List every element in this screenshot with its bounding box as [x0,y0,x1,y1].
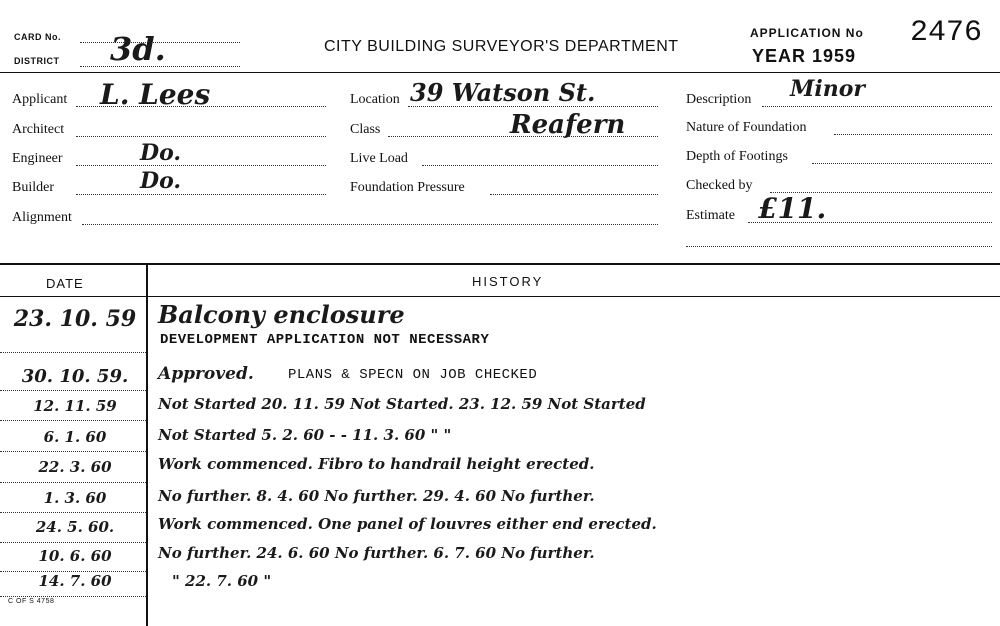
history-row-4-text: Not Started 5. 2. 60 - - 11. 3. 60 " " [158,426,452,444]
district-label: DISTRICT [14,56,60,66]
history-row-7-text: Work commenced. One panel of louvres either end erected. [158,515,657,533]
location-label: Location [350,92,400,107]
history-row-3-text: Not Started 20. 11. 59 Not Started. 23. 12. 59 Not Started [158,395,646,413]
history-row-1-text: Balcony enclosure [158,300,405,329]
history-row-4-line [0,451,146,452]
district-value: 3d. [110,30,166,68]
date-column-divider [146,264,148,626]
description-value: Minor [790,76,865,102]
history-row-7-date: 24. 5. 60. [35,518,115,536]
header-rule [0,72,1000,73]
class-value: Reafern [510,110,626,140]
location-value: 39 Watson St. [410,78,596,107]
form-code: C OF S 4758 [8,598,55,605]
history-row-2-line [0,390,146,391]
depth-of-footings-line [812,163,992,164]
history-row-9-line [0,596,146,597]
history-row-3-date: 12. 11. 59 [33,397,117,415]
engineer-line [76,165,326,166]
architect-line [76,136,326,137]
nature-of-foundation-label: Nature of Foundation [686,120,807,135]
checked-by-label: Checked by [686,178,753,193]
history-row-2-stamp: PLANS & SPECN ON JOB CHECKED [288,367,538,383]
description-label: Description [686,92,752,107]
history-row-9-date: 14. 7. 60 [38,572,112,590]
live-load-label: Live Load [350,151,408,166]
history-row-1-stamp: DEVELOPMENT APPLICATION NOT NECESSARY [160,332,490,348]
nature-of-foundation-line [834,134,992,135]
alignment-label: Alignment [12,210,72,225]
foundation-pressure-line [490,194,658,195]
year: YEAR 1959 [752,46,857,66]
estimate-value: £11. [758,192,827,225]
history-row-2-text: Approved. [158,364,254,384]
foundation-pressure-label: Foundation Pressure [350,180,465,195]
applicant-value: L. Lees [100,78,211,111]
live-load-line [422,165,658,166]
history-row-7-line [0,542,146,543]
history-row-1-line [0,352,146,353]
builder-value: Do. [140,168,182,194]
history-header-rule [0,296,1000,297]
engineer-value: Do. [140,140,182,166]
depth-of-footings-label: Depth of Footings [686,149,788,164]
description-line [762,106,992,107]
history-row-5-line [0,482,146,483]
alignment-line [82,224,658,225]
history-row-6-line [0,512,146,513]
history-row-8-date: 10. 6. 60 [38,547,112,565]
engineer-label: Engineer [12,151,63,166]
architect-label: Architect [12,122,65,137]
builder-line [76,194,326,195]
history-row-6-date: 1. 3. 60 [43,489,107,507]
history-row-8-text: No further. 24. 6. 60 No further. 6. 7. 60 No further. [158,544,595,562]
builder-label: Builder [12,180,54,195]
history-row-3-line [0,420,146,421]
application-no-label: APPLICATION No [750,26,864,40]
applicant-label: Applicant [12,92,68,107]
history-row-9-text: " 22. 7. 60 " [172,572,272,590]
blank-line-right [686,246,992,247]
history-row-5-text: Work commenced. Fibro to handrail height erected. [158,455,595,473]
date-header: DATE [46,276,84,291]
history-row-2-date: 30. 10. 59. [21,366,129,387]
history-top-rule [0,263,1000,265]
application-no: 2476 [910,16,983,50]
history-row-6-text: No further. 8. 4. 60 No further. 29. 4. 60 No further. [158,487,595,505]
department-title: CITY BUILDING SURVEYOR'S DEPARTMENT [324,38,679,55]
estimate-label: Estimate [686,208,735,223]
card-no-label: CARD No. [14,32,61,42]
history-row-1-date: 23. 10. 59 [13,306,137,332]
class-label: Class [350,122,381,137]
history-row-5-date: 22. 3. 60 [38,458,112,476]
history-row-4-date: 6. 1. 60 [43,428,107,446]
history-header: HISTORY [472,274,544,289]
